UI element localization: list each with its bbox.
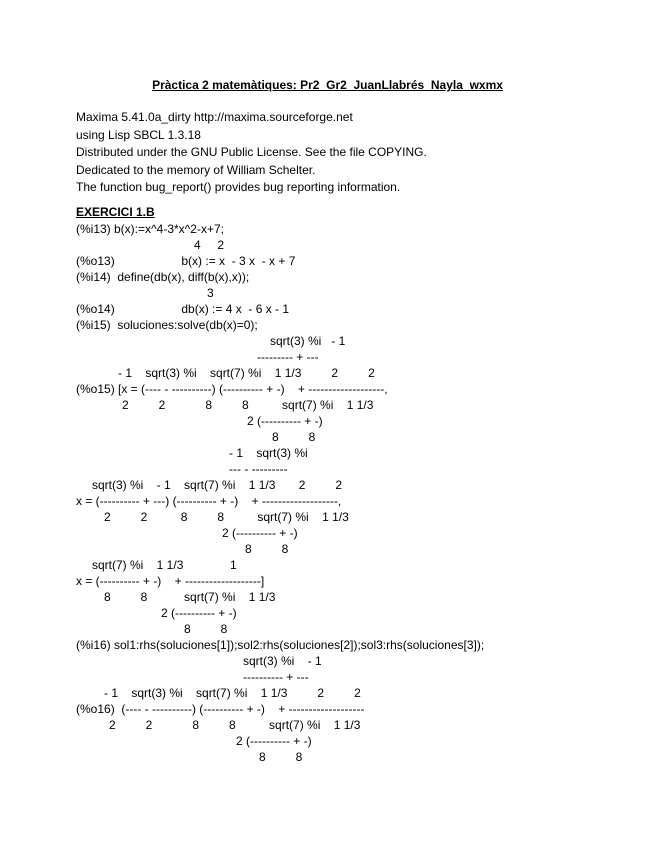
session-line: (%o14) db(x) := 4 x - 6 x - 1	[76, 302, 290, 316]
session-line: ---------- + ---	[243, 670, 309, 684]
session-line: 2 (---------- + -)	[161, 606, 237, 620]
session-line: sqrt(3) %i - 1 sqrt(7) %i 1 1/3 2 2	[92, 478, 343, 492]
session-line: - 1 sqrt(3) %i sqrt(7) %i 1 1/3 2 2	[118, 366, 375, 380]
session-line: sqrt(3) %i - 1	[270, 334, 346, 348]
banner-line-dedication: Dedicated to the memory of William Schelter.	[76, 162, 316, 177]
session-line: (%o13) b(x) := x - 3 x - x + 7	[76, 254, 296, 268]
maxima-banner	[76, 109, 427, 197]
session-line: (%o16) (---- - ----------) (---------- + -) + -------------------	[76, 702, 365, 716]
session-line: (%i15) soluciones:solve(db(x)=0);	[76, 318, 258, 332]
session-line: (%i16) sol1:rhs(soluciones[1]);sol2:rhs(soluciones[2]);sol3:rhs(soluciones[3]);	[76, 638, 485, 652]
session-line: (%i13) b(x):=x^4-3*x^2-x+7;	[76, 222, 224, 236]
section-heading: EXERCICI 1.B	[76, 205, 155, 219]
session-line: 8 8	[259, 750, 303, 764]
session-line: 8 8	[184, 622, 228, 636]
session-line: 4 2	[194, 238, 225, 252]
session-line: 2 (---------- + -)	[222, 526, 298, 540]
session-line: 8 8	[245, 542, 289, 556]
session-line: 8 8	[272, 430, 316, 444]
session-line: (%i14) define(db(x), diff(b(x),x));	[76, 270, 250, 284]
session-line: sqrt(3) %i - 1	[243, 654, 322, 668]
session-line: x = (---------- + -) + -------------------]	[76, 574, 265, 588]
session-line: 2 (---------- + -)	[247, 414, 323, 428]
session-line: 2 2 8 8 sqrt(7) %i 1 1/3	[122, 398, 374, 412]
session-line: x = (---------- + ---) (---------- + -) + -------------------,	[76, 494, 342, 508]
session-line: --------- + ---	[257, 350, 319, 364]
banner-line-bug-report: The function bug_report() provides bug reporting information.	[76, 180, 401, 194]
session-line: - 1 sqrt(3) %i sqrt(7) %i 1 1/3 2 2	[104, 686, 361, 700]
session-line: 3	[207, 286, 214, 300]
session-line: sqrt(7) %i 1 1/3 1	[92, 558, 237, 572]
session-line: 2 2 8 8 sqrt(7) %i 1 1/3	[109, 718, 361, 732]
session-line: 8 8 sqrt(7) %i 1 1/3	[104, 590, 276, 604]
session-line: 2 (---------- + -)	[236, 734, 312, 748]
banner-line-lisp: using Lisp SBCL 1.3.18	[76, 127, 201, 142]
session-line: (%o15) [x = (---- - ----------) (---------- + -) + -------------------,	[76, 382, 388, 396]
banner-line-version: Maxima 5.41.0a_dirty http://maxima.sourceforge.net	[76, 110, 353, 124]
session-line: --- - ---------	[229, 462, 288, 476]
session-line: 2 2 8 8 sqrt(7) %i 1 1/3	[104, 510, 349, 524]
banner-line-license: Distributed under the GNU Public License. See the file COPYING.	[76, 145, 427, 159]
session-line: - 1 sqrt(3) %i	[229, 446, 308, 460]
document-title: Pràctica 2 matemàtiques: Pr2_Gr2_JuanLlabrés_Nayla_wxmx	[152, 78, 503, 92]
